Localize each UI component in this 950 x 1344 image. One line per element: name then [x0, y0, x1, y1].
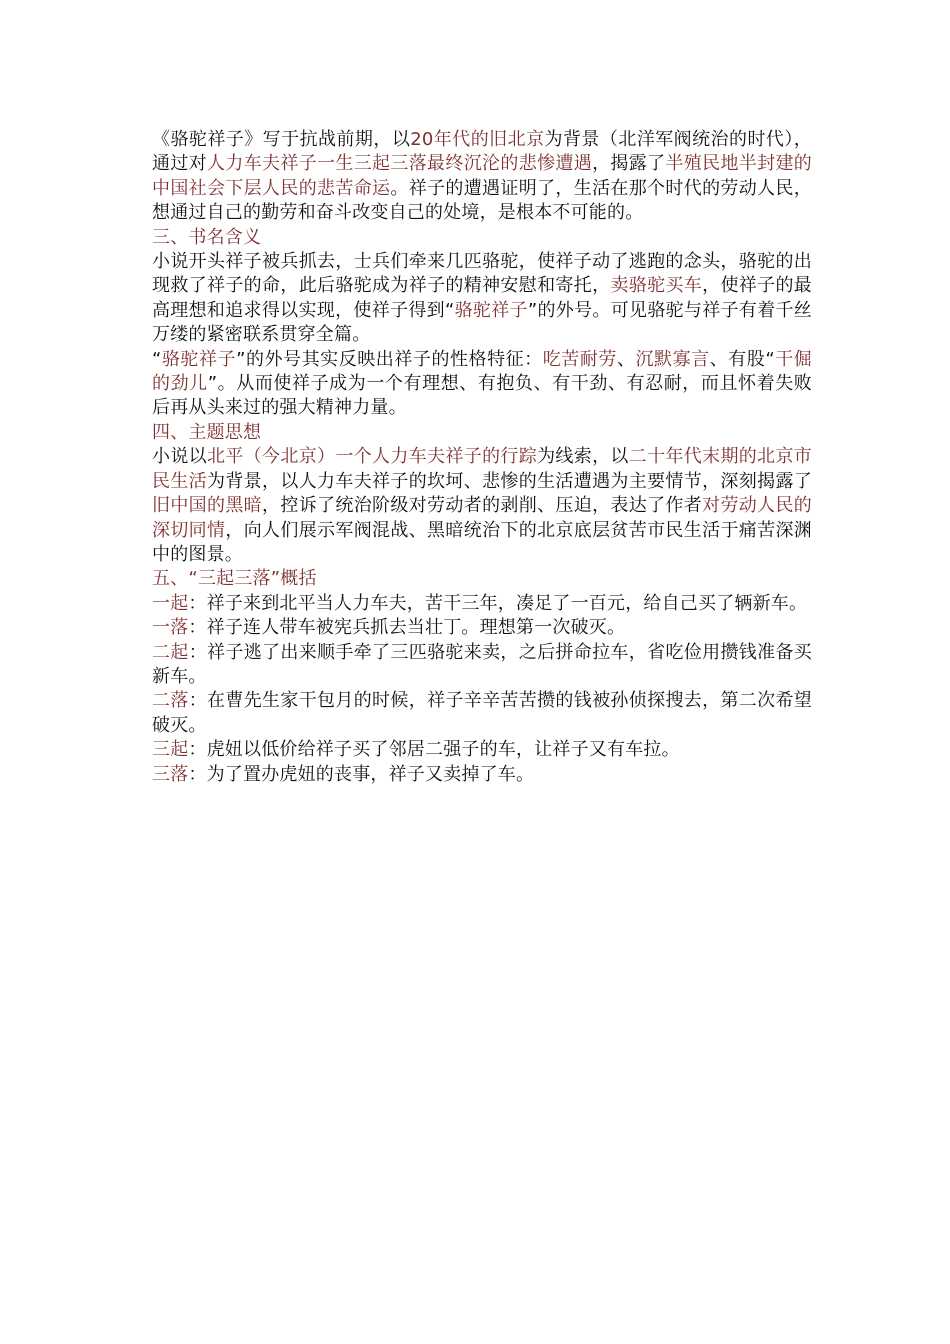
- text-run: 、有股“: [709, 348, 775, 370]
- summary-item-label: 一起: [152, 592, 189, 614]
- highlighted-phrase: 骆驼祥子: [454, 299, 528, 321]
- text-run: 为背景（北洋军阀统治的时代），通过对: [152, 129, 812, 175]
- summary-item-label: 二起: [152, 641, 189, 663]
- section-heading-title-meaning: 三、书名含义: [152, 226, 262, 248]
- text-run: ，控诉了统治阶级对劳动者的剥削、压迫，表达了作者: [262, 495, 703, 517]
- text-run: ，使祥子的最高理想和追求得以实现，使祥子得到“: [152, 275, 813, 321]
- summary-item-text: ：祥子来到北平当人力车夫，苦干三年，凑足了一百元，给自己买了辆新车。: [188, 592, 808, 614]
- summary-item-label: 二落: [152, 690, 189, 712]
- text-run: ”的外号。可见骆驼与祥子有着千丝万缕的紧密联系贯穿全篇。: [152, 299, 812, 346]
- text-run: “: [152, 348, 162, 370]
- text-run: 为背景，以人力车夫祥子的坎坷、悲惨的生活遭遇为主要情节，深刻揭露了: [207, 470, 812, 492]
- highlighted-phrase: 旧中国的黑暗: [152, 495, 263, 517]
- highlighted-phrase: 卖骆驼买车: [610, 275, 703, 297]
- text-run: 。祥子的遭遇证明了，生活在那个时代的劳动人民，想通过自己的勤劳和奋斗改变自己的处境，是根本不可能的。: [152, 177, 812, 224]
- summary-item: [152, 616, 812, 640]
- title-meaning-paragraph-2: [152, 348, 812, 421]
- highlighted-phrase: 半殖民地半封建的中国社会下层人民的悲苦命运: [152, 153, 812, 199]
- summary-item: [152, 592, 812, 616]
- summary-item-text: ：祥子连人带车被宪兵抓去当壮丁。理想第一次破灭。: [188, 617, 626, 639]
- section-heading-summary: 五、“三起三落”概括: [152, 568, 317, 590]
- summary-item-text: ：为了置办虎妞的丧事，祥子又卖掉了车。: [188, 763, 535, 785]
- text-run: ”。从而使祥子成为一个有理想、有抱负、有干劲、有忍耐，而且怀着失败后再从头来过的强大精神力量。: [152, 373, 813, 419]
- summary-item-label: 三落: [152, 763, 189, 785]
- highlighted-phrase: 吃苦耐劳: [542, 348, 617, 370]
- document-page: [152, 128, 812, 787]
- highlighted-phrase: 对劳动人民的深切同情: [152, 495, 812, 541]
- highlighted-phrase: 20年代的旧北京: [410, 129, 545, 150]
- summary-item-label: 三起: [152, 739, 189, 761]
- highlighted-phrase: 二十年代末期的北京市民生活: [152, 446, 812, 492]
- text-run: 为线索，以: [537, 446, 629, 468]
- summary-item: [152, 738, 812, 762]
- title-meaning-paragraph-1: [152, 250, 812, 348]
- text-run: 小说开头祥子被兵抓去，士兵们牵来几匹骆驼，使祥子动了逃跑的念头，骆驼的出现救了祥子的命，此后骆驼成为祥子的精神安慰和寄托，: [152, 251, 812, 297]
- highlighted-phrase: 人力车夫祥子一生三起三落最终沉沦的悲惨遭遇: [207, 153, 593, 175]
- summary-item-text: ：祥子逃了出来顺手牵了三匹骆驼来卖，之后拼命拉车，省吃俭用攒钱准备买新车。: [152, 641, 813, 687]
- summary-item-text: ：在曹先生家干包月的时候，祥子辛辛苦苦攒的钱被孙侦探搜去，第二次希望破灭。: [152, 690, 813, 736]
- theme-paragraph: [152, 445, 812, 567]
- summary-item-label: 一落: [152, 617, 189, 639]
- highlighted-phrase: 沉默寡言: [635, 348, 710, 370]
- highlighted-phrase: 北平（今北京）一个人力车夫祥子的行踪: [207, 446, 538, 468]
- text-run: ，向人们展示军阀混战、黑暗统治下的北京底层贫苦市民生活于痛苦深渊中的图景。: [152, 519, 812, 565]
- summary-item: [152, 641, 812, 690]
- intro-paragraph: [152, 128, 812, 226]
- section-heading-theme: 四、主题思想: [152, 421, 262, 443]
- text-run: 小说以: [152, 446, 208, 468]
- summary-item: [152, 763, 812, 787]
- summary-item: [152, 689, 812, 738]
- text-run: 《骆驼祥子》写于抗战前期，以: [152, 129, 411, 150]
- highlighted-phrase: 干倔的劲儿: [152, 348, 812, 395]
- summary-list: [152, 592, 812, 787]
- highlighted-phrase: 骆驼祥子: [161, 348, 237, 370]
- text-run: 、: [616, 348, 636, 370]
- text-run: ”的外号其实反映出祥子的性格特征：: [236, 348, 543, 370]
- text-run: ，揭露了: [592, 153, 666, 175]
- summary-item-text: ：虎妞以低价给祥子买了邻居二强子的车，让祥子又有车拉。: [188, 739, 680, 761]
